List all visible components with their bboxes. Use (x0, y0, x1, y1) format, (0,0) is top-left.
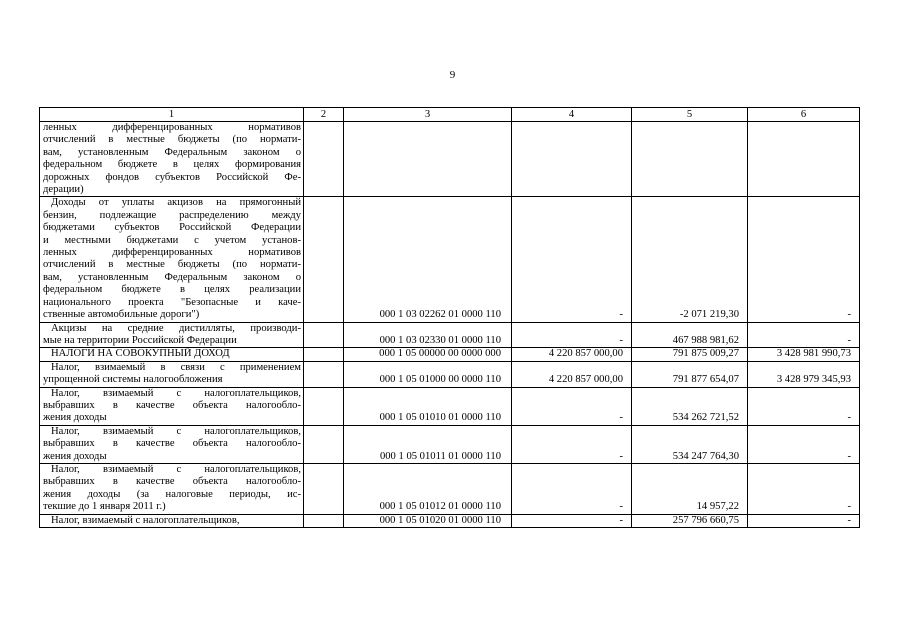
table-row (40, 197, 860, 322)
row-name-line: отчислений в местные бюджеты (по нормати- (43, 134, 301, 146)
row-name-line: НАЛОГИ НА СОВОКУПНЫЙ ДОХОД (51, 348, 230, 360)
row-fact-cell: -2 071 219,30 (632, 197, 748, 322)
row-fact-cell: 14 957,22 (632, 463, 748, 514)
table-row (40, 322, 860, 348)
row-name-line: выбравших в качестве объекта налогообло- (43, 476, 301, 488)
row-name-cell (40, 322, 304, 348)
row-remainder-cell: - (748, 463, 860, 514)
budget-table (39, 107, 860, 528)
table-row (40, 425, 860, 463)
row-plan-cell: - (512, 322, 632, 348)
row-fact-cell: 534 262 721,52 (632, 387, 748, 425)
row-code-cell: 000 1 05 00000 00 0000 000 (344, 348, 512, 361)
row-code-cell: 000 1 03 02330 01 0000 110 (344, 322, 512, 348)
row-name-cell (40, 514, 304, 527)
header-cell-3: 3 (344, 108, 512, 122)
row-remainder-cell: 3 428 979 345,93 (748, 361, 860, 387)
header-cell-6: 6 (748, 108, 860, 122)
row-col2-cell (304, 122, 344, 197)
row-code-cell: 000 1 05 01000 00 0000 110 (344, 361, 512, 387)
table-row (40, 387, 860, 425)
row-name-cell (40, 463, 304, 514)
row-name-line: вам, установленным Федеральным законом о (43, 146, 301, 158)
row-name-line: отчислений в местные бюджеты (по нормати- (43, 259, 301, 271)
row-name-line: федеральном бюджете в целях реализации (43, 284, 301, 296)
row-code-cell: 000 1 05 01011 01 0000 110 (344, 425, 512, 463)
row-plan-cell: 4 220 857 000,00 (512, 361, 632, 387)
row-plan-cell: - (512, 197, 632, 322)
row-name-line: ственные автомобильные дороги") (43, 309, 200, 321)
row-plan-cell: - (512, 387, 632, 425)
row-code-cell: 000 1 05 01010 01 0000 110 (344, 387, 512, 425)
table-header-row (40, 108, 860, 122)
row-col2-cell (304, 361, 344, 387)
row-name-line: жения доходы (за налоговые периоды, ис- (43, 488, 301, 500)
row-fact-cell: 534 247 764,30 (632, 425, 748, 463)
row-name-line: федеральном бюджете в целях формирования (43, 159, 301, 171)
row-code-cell: 000 1 05 01020 01 0000 110 (344, 514, 512, 527)
row-name-line: ленных дифференцированных нормативов (43, 247, 301, 259)
row-remainder-cell: 3 428 981 990,73 (748, 348, 860, 361)
table-row (40, 514, 860, 527)
header-cell-4: 4 (512, 108, 632, 122)
row-name-line: дорожных фондов субъектов Российской Фе- (43, 171, 301, 183)
row-name-line: Акцизы на средние дистилляты, производи- (51, 322, 301, 334)
row-col2-cell (304, 387, 344, 425)
row-name-line: бюджетами субъектов Российской Федерации (43, 222, 301, 234)
row-fact-cell: 257 796 660,75 (632, 514, 748, 527)
row-name-line: Налог, взимаемый с налогоплательщиков, (51, 514, 240, 526)
row-fact-cell: 791 875 009,27 (632, 348, 748, 361)
row-name-line: Налог, взимаемый с налогоплательщиков, (51, 387, 301, 399)
row-plan-cell: - (512, 425, 632, 463)
row-remainder-cell: - (748, 387, 860, 425)
row-name-line: национального проекта "Безопасные и каче- (43, 296, 301, 308)
row-code-cell: 000 1 03 02262 01 0000 110 (344, 197, 512, 322)
row-name-cell (40, 387, 304, 425)
row-name-line: текшие до 1 января 2011 г.) (43, 501, 166, 513)
row-name-cell (40, 197, 304, 322)
row-name-line: выбравших в качестве объекта налогообло- (43, 438, 301, 450)
row-remainder-cell: - (748, 197, 860, 322)
row-col2-cell (304, 425, 344, 463)
row-name-line: вам, установленным Федеральным законом о (43, 271, 301, 283)
row-plan-cell: - (512, 514, 632, 527)
row-fact-cell: 467 988 981,62 (632, 322, 748, 348)
row-name-line: Налог, взимаемый с налогоплательщиков, (51, 463, 301, 475)
table-row (40, 463, 860, 514)
row-name-line: дерации) (43, 184, 84, 196)
row-name-line: ленных дифференцированных нормативов (43, 122, 301, 133)
row-remainder-cell: - (748, 425, 860, 463)
row-col2-cell (304, 197, 344, 322)
row-name-line: выбравших в качестве объекта налогообло- (43, 399, 301, 411)
row-name-line: бензин, подлежащие распределению между (43, 209, 301, 221)
row-plan-cell (512, 122, 632, 197)
page-number: 9 (449, 69, 456, 81)
table-row (40, 122, 860, 197)
row-plan-cell: - (512, 463, 632, 514)
row-name-line: мые на территории Российской Федерации (43, 334, 237, 346)
row-name-line: жения доходы (43, 412, 107, 424)
row-remainder-cell (748, 122, 860, 197)
row-fact-cell (632, 122, 748, 197)
table-row (40, 348, 860, 361)
row-col2-cell (304, 514, 344, 527)
row-name-line: и местными бюджетами с учетом установ- (43, 234, 301, 246)
row-name-cell (40, 348, 304, 361)
header-cell-5: 5 (632, 108, 748, 122)
row-fact-cell: 791 877 654,07 (632, 361, 748, 387)
row-name-line: Налог, взимаемый в связи с применением (51, 361, 301, 373)
row-name-cell (40, 425, 304, 463)
header-cell-1: 1 (40, 108, 304, 122)
row-plan-cell: 4 220 857 000,00 (512, 348, 632, 361)
row-code-cell: 000 1 05 01012 01 0000 110 (344, 463, 512, 514)
row-col2-cell (304, 463, 344, 514)
row-name-line: Доходы от уплаты акцизов на прямогонный (51, 197, 301, 209)
row-name-cell (40, 122, 304, 197)
row-remainder-cell: - (748, 514, 860, 527)
header-cell-2: 2 (304, 108, 344, 122)
table-row (40, 361, 860, 387)
row-remainder-cell: - (748, 322, 860, 348)
row-col2-cell (304, 348, 344, 361)
row-col2-cell (304, 322, 344, 348)
row-name-line: упрощенной системы налогообложения (43, 374, 223, 386)
row-code-cell (344, 122, 512, 197)
row-name-cell (40, 361, 304, 387)
row-name-line: Налог, взимаемый с налогоплательщиков, (51, 425, 301, 437)
row-name-line: жения доходы (43, 450, 107, 462)
